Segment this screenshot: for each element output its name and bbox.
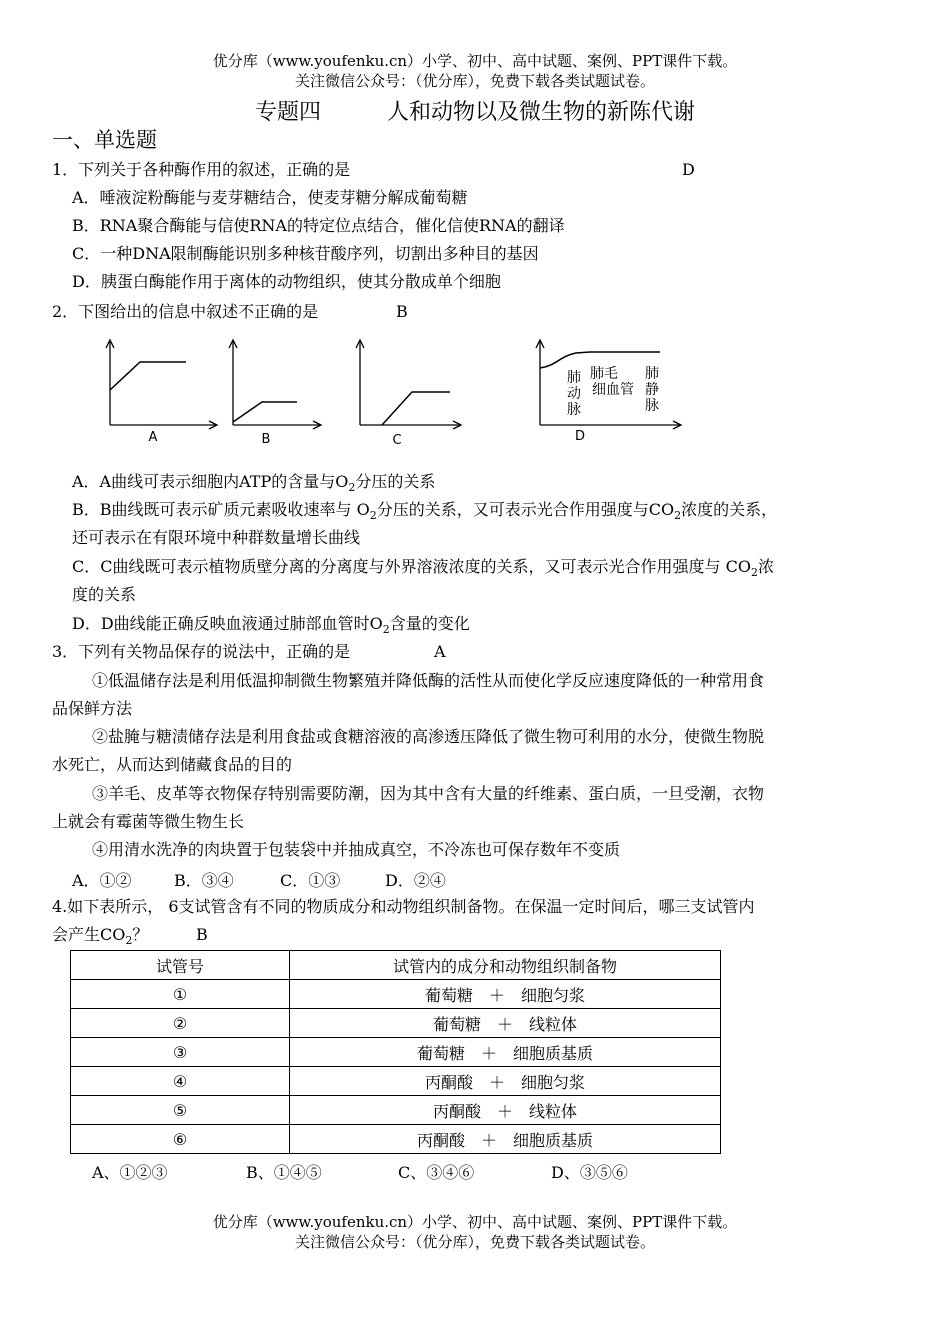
graph-a-curve bbox=[110, 362, 186, 390]
q4-stem-line2: 会产生$CO_2$？ bbox=[52, 925, 149, 948]
graph-c-curve bbox=[382, 392, 450, 425]
q2-option-c-line1: C．C曲线既可表示植物质壁分离的分离度与外界溶液浓度的关系，又可表示光合作用强度与 $CO_2$浓 bbox=[72, 557, 774, 580]
q1-stem: 1．下列关于各种酶作用的叙述，正确的是 bbox=[52, 160, 351, 179]
q1-answer: D bbox=[682, 160, 695, 179]
table-cell: ⑥ bbox=[71, 1125, 290, 1154]
d-label-left-1: 肺 bbox=[567, 370, 581, 386]
d-label-left-2: 动 bbox=[567, 386, 581, 402]
q3-statement-3-line2: 上就会有霉菌等微生物生长 bbox=[52, 812, 245, 831]
q3-option-d: D．②④ bbox=[385, 871, 446, 890]
graph-d-label: D bbox=[574, 429, 586, 444]
footer-line-2: 关注微信公众号：（优分库），免费下载各类试题试卷。 bbox=[294, 1233, 655, 1251]
d-label-right-1: 肺 bbox=[645, 366, 659, 382]
table-cell: ① bbox=[71, 980, 290, 1009]
q3-stem: 3．下列有关物品保存的说法中，正确的是 bbox=[52, 642, 351, 661]
q3-option-b: B．③④ bbox=[174, 871, 234, 890]
graph-a-label: A bbox=[148, 430, 158, 445]
footer-line-1: 优分库（www.youfenku.cn）小学、初中、高中试题、案例、PPT课件下载。 bbox=[212, 1213, 738, 1231]
table-cell: 丙酮酸 ＋ 线粒体 bbox=[290, 1096, 721, 1125]
header-line-1: 优分库（www.youfenku.cn）小学、初中、高中试题、案例、PPT课件下载。 bbox=[212, 52, 738, 70]
q4-option-d: D、③⑤⑥ bbox=[551, 1163, 628, 1182]
table-row bbox=[71, 1125, 721, 1154]
q4-option-b: B、①④⑤ bbox=[246, 1163, 322, 1182]
graph-c-label: C bbox=[392, 433, 402, 448]
q2-option-d: D．D曲线能正确反映血液通过肺部血管时$O_2$含量的变化 bbox=[72, 614, 470, 637]
q3-statement-2-line1: ②盐腌与糖渍储存法是利用食盐或食糖溶液的高渗透压降低了微生物可利用的水分，使微生物脱 bbox=[92, 727, 765, 746]
q4-option-a: A、①②③ bbox=[92, 1163, 168, 1182]
table-row bbox=[71, 1038, 721, 1067]
table-header-cell: 试管号 bbox=[71, 951, 290, 980]
header-line-2: 关注微信公众号：（优分库），免费下载各类试题试卷。 bbox=[294, 72, 655, 90]
q3-option-c: C．①③ bbox=[280, 871, 341, 890]
table-row bbox=[71, 1096, 721, 1125]
q1-option-c: C．一种DNA限制酶能识别多种核苷酸序列，切割出多种目的基因 bbox=[72, 244, 539, 263]
table-cell: ④ bbox=[71, 1067, 290, 1096]
q2-option-b-line2: 还可表示在有限环境中种群数量增长曲线 bbox=[72, 528, 361, 547]
q1-option-d: D．胰蛋白酶能作用于离体的动物组织，使其分散成单个细胞 bbox=[72, 272, 501, 291]
q3-statement-1-line1: ①低温储存法是利用低温抑制微生物繁殖并降低酶的活性从而使化学反应速度降低的一种常用食 bbox=[92, 671, 765, 690]
q2-answer: B bbox=[396, 302, 408, 321]
q4-stem-line1: 4.如下表所示， 6支试管含有不同的物质成分和动物组织制备物。在保温一定时间后，哪三支试管内 bbox=[52, 897, 755, 916]
table-cell: 葡萄糖 ＋ 线粒体 bbox=[290, 1009, 721, 1038]
table-cell: 葡萄糖 ＋ 细胞质基质 bbox=[290, 1038, 721, 1067]
d-label-left-3: 脉 bbox=[567, 402, 581, 418]
d-label-right-3: 脉 bbox=[645, 398, 659, 414]
q4-table bbox=[70, 950, 721, 1154]
q4-option-c: C、③④⑥ bbox=[398, 1163, 475, 1182]
q2-stem: 2．下图给出的信息中叙述不正确的是 bbox=[52, 302, 319, 321]
q2-option-c-line2: 度的关系 bbox=[72, 585, 137, 604]
table-cell: 葡萄糖 ＋ 细胞匀浆 bbox=[290, 980, 721, 1009]
table-cell: ⑤ bbox=[71, 1096, 290, 1125]
graph-b-curve bbox=[233, 402, 297, 422]
q3-statement-4: ④用清水洗净的肉块置于包装袋中并抽成真空，不冷冻也可保存数年不变质 bbox=[92, 840, 621, 859]
table-row bbox=[71, 1067, 721, 1096]
q2-option-a: A．A曲线可表示细胞内ATP的含量与$O_2$分压的关系 bbox=[72, 472, 436, 495]
d-label-middle-top: 肺毛 bbox=[590, 366, 618, 382]
q4-answer: B bbox=[196, 925, 208, 944]
table-cell: 丙酮酸 ＋ 细胞质基质 bbox=[290, 1125, 721, 1154]
page-title: 专题四 人和动物以及微生物的新陈代谢 bbox=[254, 100, 695, 125]
q3-answer: A bbox=[434, 642, 446, 661]
table-row bbox=[71, 980, 721, 1009]
d-label-right-2: 静 bbox=[645, 382, 659, 398]
q3-statement-2-line2: 水死亡，从而达到储藏食品的目的 bbox=[52, 755, 293, 774]
q2-option-b-line1: B．B曲线既可表示矿质元素吸收速率与 $O_2$分压的关系，又可表示光合作用强度与$CO_2$浓度的关系， bbox=[72, 500, 778, 523]
q1-option-b: B．RNA聚合酶能与信使RNA的特定位点结合，催化信使RNA的翻译 bbox=[72, 216, 565, 235]
table-header-cell: 试管内的成分和动物组织制备物 bbox=[290, 951, 721, 980]
graph-b-label: B bbox=[261, 432, 271, 447]
d-label-middle-bottom: 细血管 bbox=[592, 382, 634, 398]
q1-option-a: A．唾液淀粉酶能与麦芽糖结合，使麦芽糖分解成葡萄糖 bbox=[72, 188, 468, 207]
q3-option-a: A．①② bbox=[72, 871, 132, 890]
table-header-row bbox=[71, 951, 721, 980]
q3-statement-1-line2: 品保鲜方法 bbox=[52, 699, 133, 718]
q3-statement-3-line1: ③羊毛、皮革等衣物保存特别需要防潮，因为其中含有大量的纤维素、蛋白质，一旦受潮，衣物 bbox=[92, 784, 765, 803]
table-cell: 丙酮酸 ＋ 细胞匀浆 bbox=[290, 1067, 721, 1096]
q2-graphs bbox=[0, 330, 950, 450]
section-heading: 一、单选题 bbox=[52, 128, 157, 152]
table-cell: ③ bbox=[71, 1038, 290, 1067]
table-row bbox=[71, 1009, 721, 1038]
table-cell: ② bbox=[71, 1009, 290, 1038]
